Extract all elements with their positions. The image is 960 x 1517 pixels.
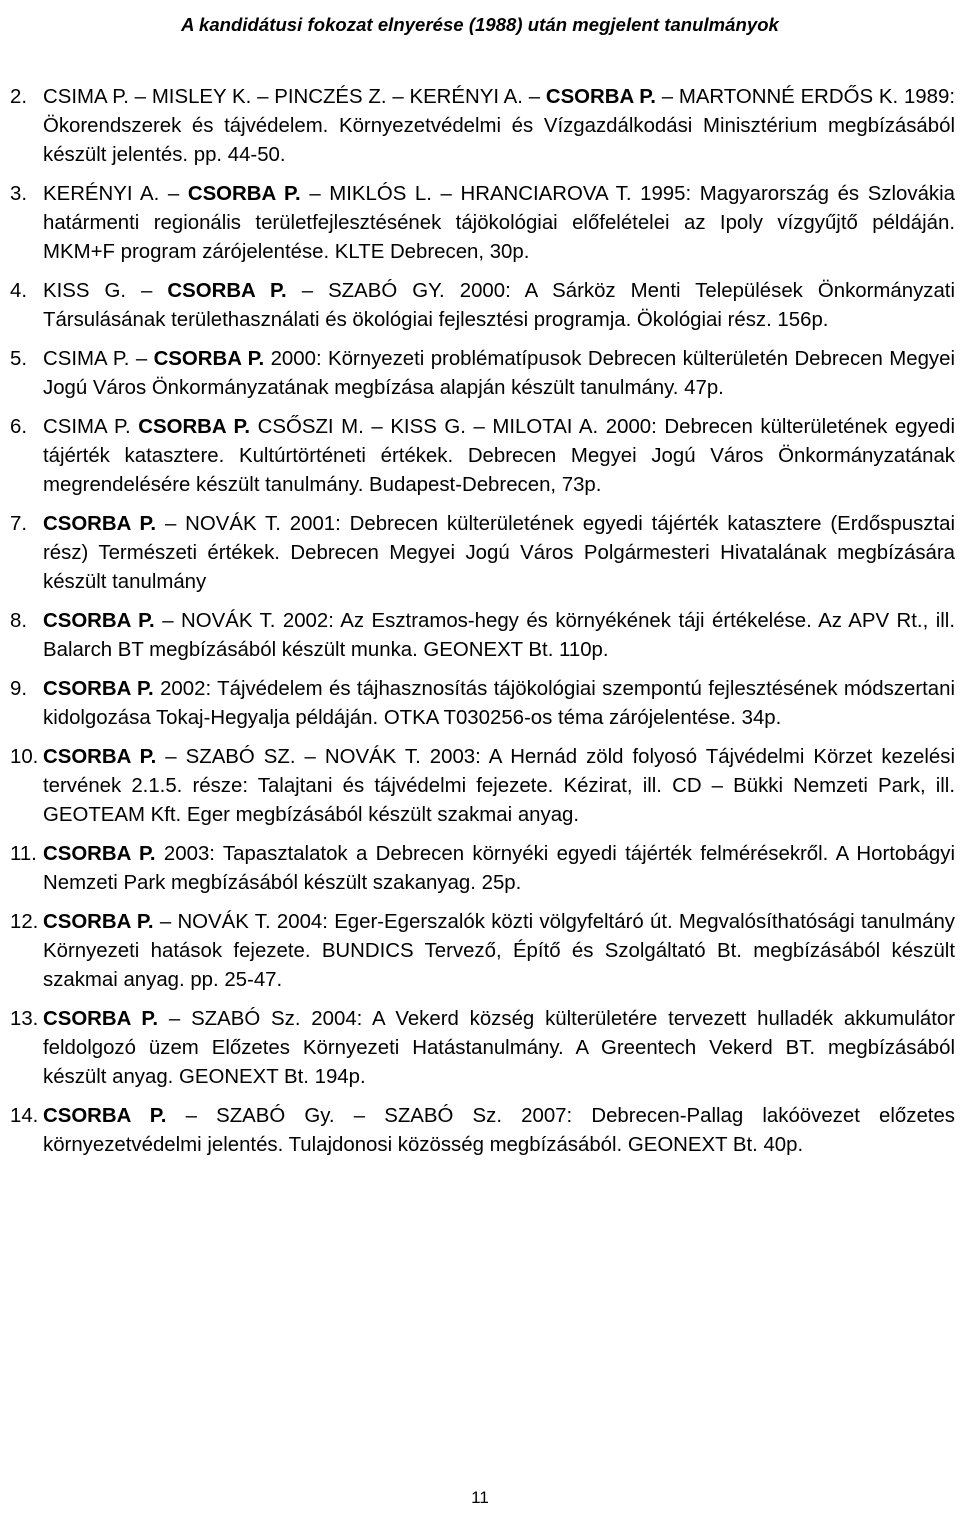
bibliography-entry bbox=[10, 413, 955, 500]
entry-highlighted-author: CSORBA P. bbox=[545, 86, 656, 108]
entry-highlighted-author: CSORBA P. bbox=[167, 280, 287, 302]
entry-details: – SZABÓ GY. 2000: A Sárköz Menti Települések Önkormányzati Társulásának területhasználati és ökológiai fejlesztési programja. Ökológiai rész. 156p. bbox=[43, 280, 955, 331]
bibliography-entry bbox=[10, 908, 955, 995]
entry-highlighted-author: CSORBA P. bbox=[43, 1105, 167, 1127]
entry-authors-before: CSIMA P. – MISLEY K. – PINCZÉS Z. – KERÉNYI A. – bbox=[43, 86, 546, 108]
entry-highlighted-author: CSORBA P. bbox=[43, 911, 154, 933]
entry-highlighted-author: CSORBA P. bbox=[43, 843, 156, 865]
entry-text bbox=[43, 1102, 955, 1160]
entry-details: 2002: Tájvédelem és tájhasznosítás tájökológiai szempontú fejlesztésének módszertani kidolgozása Tokaj-Hegyalja példáján. OTKA T030256-os téma zárójelentése. 34p. bbox=[43, 678, 955, 729]
entry-number: 2. bbox=[10, 86, 28, 108]
entry-details: – NOVÁK T. 2001: Debrecen külterületének egyedi tájérték katasztere (Erdőspusztai rész) Természeti értékek. Debrecen Megyei Jogú Város Polgármesteri Hivatalának megbízására készült tanulmány bbox=[43, 513, 955, 593]
entry-number: 13. bbox=[10, 1008, 39, 1030]
entry-text bbox=[43, 1005, 955, 1092]
bibliography-list bbox=[10, 83, 955, 1170]
bibliography-entry bbox=[10, 840, 955, 898]
entry-highlighted-author: CSORBA P. bbox=[187, 183, 301, 205]
entry-number: 5. bbox=[10, 348, 28, 370]
entry-number: 7. bbox=[10, 513, 28, 535]
page-number: 11 bbox=[471, 1488, 489, 1507]
entry-highlighted-author: CSORBA P. bbox=[138, 416, 251, 438]
entry-text bbox=[43, 345, 955, 403]
entry-text bbox=[43, 413, 955, 500]
entry-text bbox=[43, 675, 955, 733]
entry-authors-before: KERÉNYI A. – bbox=[43, 183, 188, 205]
entry-number: 10. bbox=[10, 746, 39, 768]
entry-number: 11. bbox=[10, 843, 37, 865]
entry-highlighted-author: CSORBA P. bbox=[43, 678, 154, 700]
entry-number: 6. bbox=[10, 416, 28, 438]
entry-authors-before: CSIMA P. bbox=[43, 416, 139, 438]
entry-text bbox=[43, 277, 955, 335]
bibliography-entry bbox=[10, 743, 955, 830]
entry-details: – NOVÁK T. 2002: Az Esztramos-hegy és környékének táji értékelése. Az APV Rt., ill. Balarch BT megbízásából készült munka. GEONEXT Bt. 110p. bbox=[43, 610, 955, 661]
entry-highlighted-author: CSORBA P. bbox=[43, 610, 155, 632]
entry-text bbox=[43, 743, 955, 830]
entry-highlighted-author: CSORBA P. bbox=[43, 513, 157, 535]
entry-details: – SZABÓ Sz. 2004: A Vekerd község külterületére tervezett hulladék akkumulátor feldolgozó üzem Előzetes Környezeti Hatástanulmány. A Greentech Vekerd BT. megbízásából készült anyag. GEONEXT Bt. 194p. bbox=[43, 1008, 955, 1088]
entry-number: 9. bbox=[10, 678, 28, 700]
entry-details: – MARTONNÉ ERDŐS K. 1989: Ökorendszerek és tájvédelem. Környezetvédelmi és Vízgazdálkodási Minisztérium megbízásából készült jelentés. pp. 44-50. bbox=[43, 86, 955, 166]
entry-text bbox=[43, 607, 955, 665]
page-header: A kandidátusi fokozat elnyerése (1988) után megjelent tanulmányok bbox=[181, 14, 779, 35]
entry-text bbox=[43, 180, 955, 267]
entry-details: 2000: Környezeti problématípusok Debrecen külterületén Debrecen Megyei Jogú Város Önkormányzatának megbízása alapján készült tanulmány. 47p. bbox=[43, 348, 955, 399]
entry-details: – SZABÓ SZ. – NOVÁK T. 2003: A Hernád zöld folyosó Tájvédelmi Körzet kezelési tervének 2.1.5. része: Talajtani és tájvédelmi fejezete. Kézirat, ill. CD – Bükki Nemzeti Park, ill. GEOTEAM Kft. Eger megbízásából készült szakmai anyag. bbox=[43, 746, 955, 826]
entry-highlighted-author: CSORBA P. bbox=[153, 348, 265, 370]
entry-number: 8. bbox=[10, 610, 28, 632]
bibliography-entry bbox=[10, 83, 955, 170]
bibliography-entry bbox=[10, 277, 955, 335]
entry-details: – MIKLÓS L. – HRANCIAROVA T. 1995: Magyarország és Szlovákia határmenti regionális területfejlesztésének tájökológiai előfelételei az Ipoly vízgyűjtő példáján. MKM+F program zárójelentése. KLTE Debrecen, 30p. bbox=[43, 183, 955, 263]
bibliography-entry bbox=[10, 510, 955, 597]
entry-number: 4. bbox=[10, 280, 28, 302]
entry-number: 12. bbox=[10, 911, 39, 933]
entry-details: 2003: Tapasztalatok a Debrecen környéki egyedi tájérték felmérésekről. A Hortobágyi Nemzeti Park megbízásából készült szakanyag. 25p. bbox=[43, 843, 955, 894]
entry-details: – NOVÁK T. 2004: Eger-Egerszalók közti völgyfeltáró út. Megvalósíthatósági tanulmány Környezeti hatások fejezete. BUNDICS Tervező, Építő és Szolgáltató Bt. megbízásából készült szakmai anyag. pp. 25-47. bbox=[43, 911, 955, 991]
entry-highlighted-author: CSORBA P. bbox=[43, 746, 157, 768]
entry-authors-before: KISS G. – bbox=[43, 280, 168, 302]
bibliography-entry bbox=[10, 675, 955, 733]
entry-authors-before: CSIMA P. – bbox=[43, 348, 154, 370]
entry-number: 3. bbox=[10, 183, 28, 205]
entry-details: CSŐSZI M. – KISS G. – MILOTAI A. 2000: Debrecen külterületének egyedi tájérték katasztere. Kultúrtörténeti értékek. Debrecen Megyei Jogú Város Önkormányzatának megrendelésére készült tanulmány. Budapest-Debrecen, 73p. bbox=[43, 416, 955, 496]
entry-text bbox=[43, 83, 955, 170]
bibliography-entry bbox=[10, 345, 955, 403]
entry-text bbox=[43, 908, 955, 995]
bibliography-entry bbox=[10, 607, 955, 665]
entry-details: – SZABÓ Gy. – SZABÓ Sz. 2007: Debrecen-Pallag lakóövezet előzetes környezetvédelmi jelentés. Tulajdonosi közösség megbízásából. GEONEXT Bt. 40p. bbox=[43, 1105, 955, 1156]
entry-text bbox=[43, 510, 955, 597]
bibliography-entry bbox=[10, 180, 955, 267]
entry-text bbox=[43, 840, 955, 898]
bibliography-entry bbox=[10, 1005, 955, 1092]
entry-highlighted-author: CSORBA P. bbox=[43, 1008, 159, 1030]
bibliography-entry bbox=[10, 1102, 955, 1160]
entry-number: 14. bbox=[10, 1105, 39, 1127]
